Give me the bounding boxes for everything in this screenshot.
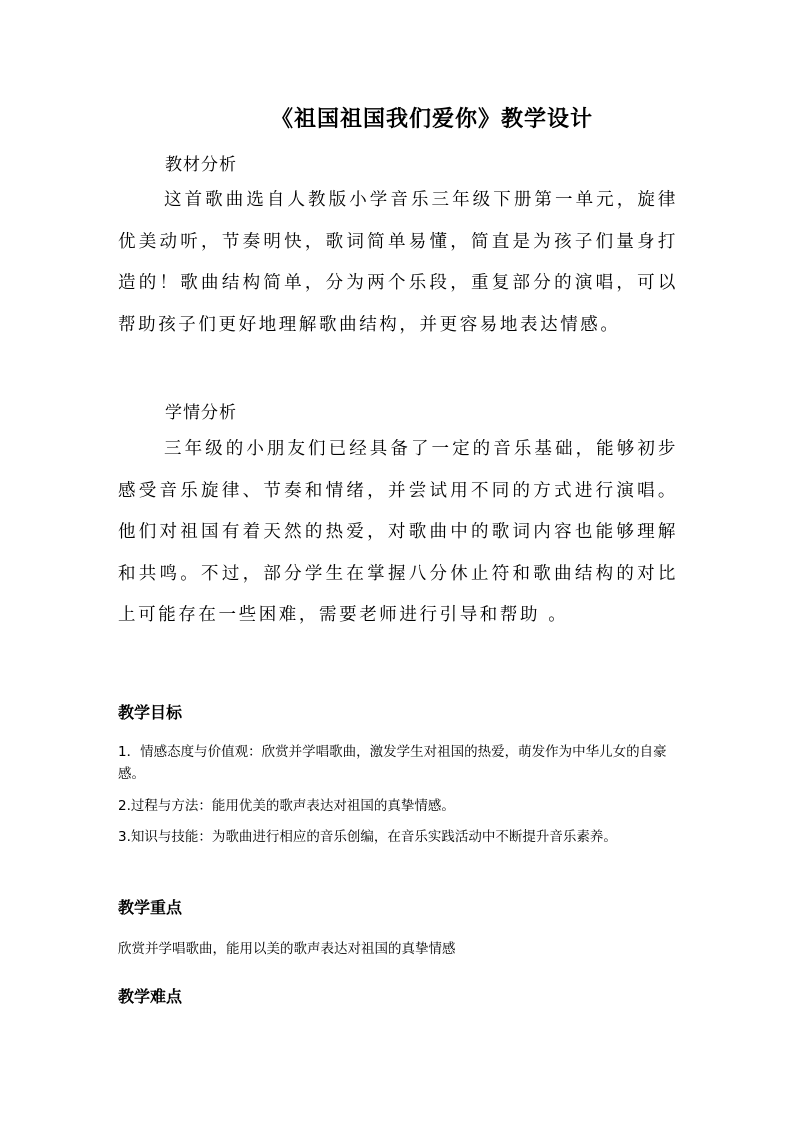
objectives-heading: 教学目标 [118,703,183,722]
key-points-text: 欣赏并学唱歌曲，能用以美的歌声表达对祖国的真挚情感 [118,941,456,957]
difficulties-heading: 教学难点 [118,987,183,1006]
key-points-heading: 教学重点 [118,898,183,917]
objective-item-3: 3.知识与技能：为歌曲进行相应的音乐创编，在音乐实践活动中不断提升音乐素养。 [118,829,617,845]
document-title: 《祖国祖国我们爱你》教学设计 [270,107,593,132]
objective-item-2: 2.过程与方法：能用优美的歌声表达对祖国的真挚情感。 [118,798,455,814]
objective-item-1: 1．情感态度与价值观：欣赏并学唱歌曲，激发学生对祖国的热爱，萌发作为中华儿女的自豪感。 [118,744,667,782]
material-analysis-paragraph: 这首歌曲选自人教版小学音乐三年级下册第一单元，旋律优美动听，节奏明快，歌词简单易懂，简直是为孩子们量身打造的！歌曲结构简单，分为两个乐段，重复部分的演唱，可以帮助孩子们更好地理解歌曲结构，并更容易地表达情感。 [118,190,678,335]
student-analysis-heading: 学情分析 [165,403,237,423]
student-analysis-paragraph: 三年级的小朋友们已经具备了一定的音乐基础，能够初步感受音乐旋律、节奏和情绪，并尝试用不同的方式进行演唱。他们对祖国有着天然的热爱，对歌曲中的歌词内容也能够理解和共鸣。不过，部分学生在掌握八分休止符和歌曲结构的对比上可能存在一些困难，需要老师进行引导和帮助 。 [118,439,678,625]
material-analysis-heading: 教材分析 [165,155,237,175]
